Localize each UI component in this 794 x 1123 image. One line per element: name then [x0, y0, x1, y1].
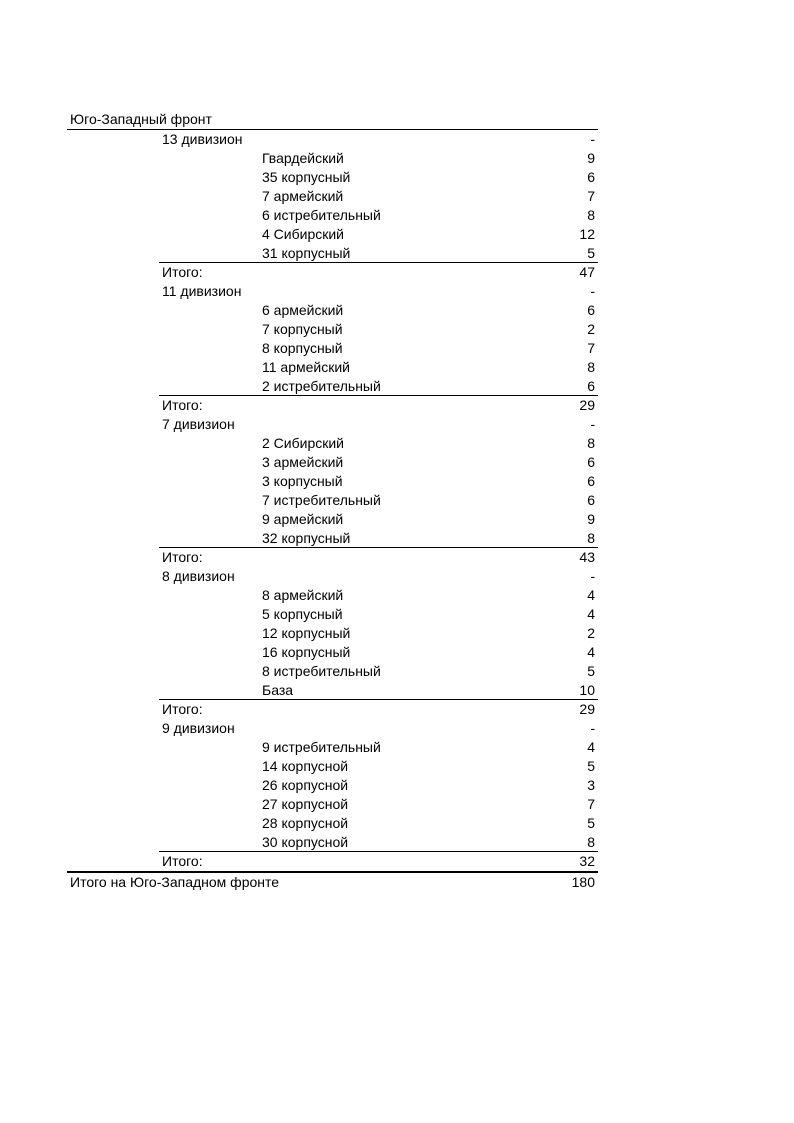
unit-name: 6 истребительный: [262, 207, 381, 223]
unit-name: 14 корпусной: [262, 758, 349, 774]
unit-value: 2: [587, 625, 595, 641]
unit-value: 7: [587, 796, 595, 812]
grand-total-row: [67, 873, 598, 892]
unit-row: [67, 453, 598, 472]
division-header-row: [67, 282, 598, 301]
division-total-value: 29: [579, 701, 595, 717]
unit-name: 5 корпусный: [262, 606, 343, 622]
unit-value: 6: [587, 302, 595, 318]
unit-value: 6: [587, 492, 595, 508]
unit-value: 7: [587, 188, 595, 204]
division-total-value: 43: [579, 549, 595, 565]
division-name: 11 дивизион: [162, 283, 242, 299]
unit-row: [67, 795, 598, 814]
unit-row: [67, 833, 598, 852]
division-name: 8 дивизион: [162, 568, 235, 584]
unit-row: [67, 339, 598, 358]
division-total-value: 47: [579, 264, 595, 280]
unit-name: База: [262, 682, 294, 698]
division-marker: -: [590, 568, 595, 584]
unit-value: 4: [587, 587, 595, 603]
unit-row: [67, 320, 598, 339]
division-name: 7 дивизион: [162, 416, 235, 432]
unit-value: 3: [587, 777, 595, 793]
unit-row: [67, 624, 598, 643]
unit-name: 31 корпусный: [262, 245, 351, 261]
unit-value: 8: [587, 359, 595, 375]
unit-row: [67, 206, 598, 225]
unit-value: 10: [579, 682, 595, 698]
unit-row: [67, 358, 598, 377]
unit-row: [67, 472, 598, 491]
unit-name: 8 истребительный: [262, 663, 381, 679]
unit-name: 9 армейский: [262, 511, 344, 527]
unit-name: 3 корпусный: [262, 473, 343, 489]
unit-value: 8: [587, 207, 595, 223]
division-total-label: Итого:: [162, 397, 203, 413]
unit-name: 27 корпусной: [262, 796, 349, 812]
unit-row: [67, 510, 598, 529]
unit-value: 6: [587, 378, 595, 394]
unit-name: 4 Сибирский: [262, 226, 344, 242]
division-total-row: [67, 396, 598, 415]
unit-value: 5: [587, 663, 595, 679]
unit-row: [67, 643, 598, 662]
unit-name: 28 корпусной: [262, 815, 349, 831]
division-header-row: [67, 719, 598, 738]
unit-name: 16 корпусный: [262, 644, 351, 660]
division-header-row: [67, 130, 598, 149]
division-total-value: 32: [579, 853, 595, 869]
unit-name: 7 истребительный: [262, 492, 381, 508]
division-total-row: [67, 263, 598, 282]
unit-row: [67, 301, 598, 320]
unit-value: 2: [587, 321, 595, 337]
unit-row: [67, 377, 598, 396]
front-title-row: [67, 110, 598, 130]
division-total-row: [67, 548, 598, 567]
unit-name: 32 корпусный: [262, 530, 351, 546]
unit-row: [67, 776, 598, 795]
unit-name: 26 корпусной: [262, 777, 349, 793]
unit-value: 8: [587, 435, 595, 451]
division-total-row: [67, 852, 598, 873]
unit-row: [67, 225, 598, 244]
grand-total-value: 180: [571, 874, 595, 890]
division-total-label: Итого:: [162, 549, 203, 565]
division-total-label: Итого:: [162, 264, 203, 280]
unit-value: 6: [587, 454, 595, 470]
unit-name: 7 армейский: [262, 188, 344, 204]
unit-row: [67, 491, 598, 510]
division-name: 9 дивизион: [162, 720, 235, 736]
unit-row: [67, 814, 598, 833]
unit-value: 4: [587, 606, 595, 622]
division-marker: -: [590, 283, 595, 299]
unit-name: Гвардейский: [262, 150, 344, 166]
unit-name: 30 корпусной: [262, 834, 349, 850]
division-marker: -: [590, 131, 595, 147]
unit-row: [67, 168, 598, 187]
unit-row: [67, 586, 598, 605]
unit-value: 9: [587, 511, 595, 527]
unit-row: [67, 662, 598, 681]
unit-name: 35 корпусный: [262, 169, 351, 185]
division-total-value: 29: [579, 397, 595, 413]
unit-value: 6: [587, 169, 595, 185]
unit-row: [67, 434, 598, 453]
unit-value: 9: [587, 150, 595, 166]
grand-total-label: Итого на Юго-Западном фронте: [70, 874, 280, 890]
division-marker: -: [590, 416, 595, 432]
division-header-row: [67, 415, 598, 434]
unit-name: 2 истребительный: [262, 378, 381, 394]
unit-row: [67, 187, 598, 206]
unit-name: 9 истребительный: [262, 739, 381, 755]
unit-value: 5: [587, 758, 595, 774]
unit-row: [67, 149, 598, 168]
unit-name: 2 Сибирский: [262, 435, 344, 451]
division-total-row: [67, 700, 598, 719]
unit-value: 4: [587, 644, 595, 660]
division-total-label: Итого:: [162, 853, 203, 869]
division-header-row: [67, 567, 598, 586]
unit-value: 4: [587, 739, 595, 755]
unit-row: [67, 681, 598, 700]
unit-name: 11 армейский: [262, 359, 350, 375]
unit-name: 7 корпусный: [262, 321, 343, 337]
unit-row: [67, 738, 598, 757]
unit-value: 7: [587, 340, 595, 356]
unit-value: 8: [587, 530, 595, 546]
unit-name: 12 корпусный: [262, 625, 351, 641]
unit-row: [67, 605, 598, 624]
unit-row: [67, 757, 598, 776]
unit-row: [67, 529, 598, 548]
unit-value: 6: [587, 473, 595, 489]
division-name: 13 дивизион: [162, 131, 243, 147]
unit-row: [67, 244, 598, 263]
unit-name: 8 армейский: [262, 587, 344, 603]
spreadsheet-table: [67, 110, 598, 892]
division-total-label: Итого:: [162, 701, 203, 717]
unit-value: 5: [587, 815, 595, 831]
unit-value: 8: [587, 834, 595, 850]
unit-value: 5: [587, 245, 595, 261]
division-groups: [67, 130, 598, 873]
division-marker: -: [590, 720, 595, 736]
unit-name: 6 армейский: [262, 302, 344, 318]
unit-name: 3 армейский: [262, 454, 344, 470]
unit-value: 12: [579, 226, 595, 242]
front-title: Юго-Западный фронт: [70, 111, 212, 127]
unit-name: 8 корпусный: [262, 340, 343, 356]
